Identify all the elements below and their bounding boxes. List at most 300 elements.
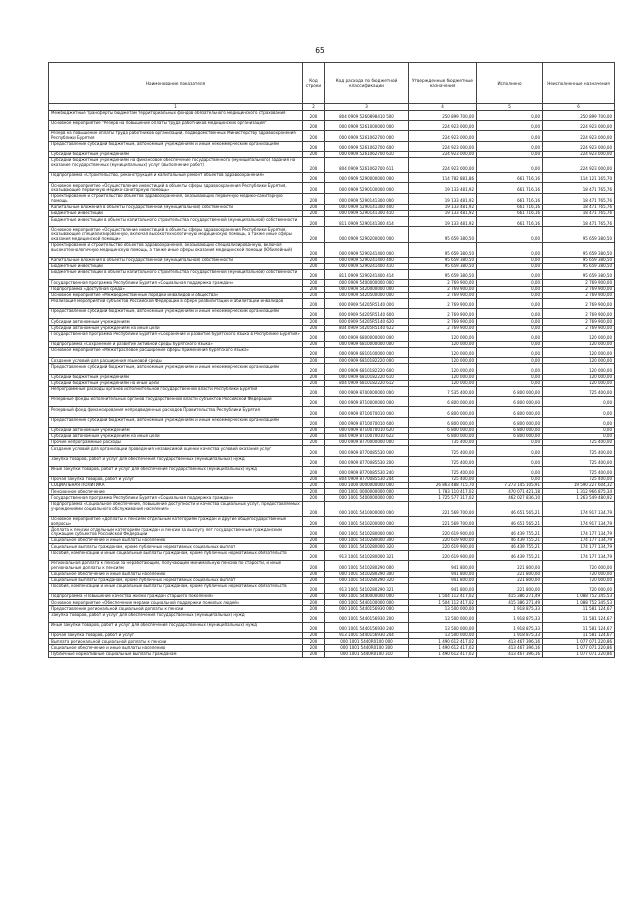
row-code-cell: 200 xyxy=(303,130,325,141)
row-executed-cell: 6 800 000,00 xyxy=(477,427,543,433)
row-remaining-cell: 120 000,00 xyxy=(543,348,615,358)
row-kbk-cell: 000 0909 5400000000 000 xyxy=(325,280,409,286)
row-code-cell: 200 xyxy=(303,298,325,308)
table-row xyxy=(49,141,615,151)
row-executed-cell: 661 716,16 xyxy=(477,183,543,194)
row-approved-cell: 2 769 900,00 xyxy=(409,298,477,308)
table-row xyxy=(49,348,615,358)
row-code-cell: 200 xyxy=(303,358,325,364)
row-kbk-cell: 000 0909 8710070010 600 xyxy=(325,417,409,427)
row-executed-cell: 221 800,00 xyxy=(477,560,543,571)
row-code-cell: 200 xyxy=(303,173,325,183)
row-name-cell: Подпрограмма «Повышение качества жизни граждан старшего поколения» xyxy=(49,594,303,600)
row-code-cell: 200 xyxy=(303,194,325,205)
table-row xyxy=(49,612,615,622)
row-name-cell: Бюджетные инвестиции в объекты капитального строительства государственной (муниципальной) собственности xyxy=(49,217,303,227)
row-kbk-cell: 811 0909 5290241400 414 xyxy=(325,270,409,280)
row-approved-cell: 6 800 000,00 xyxy=(409,407,477,417)
row-code-cell: 200 xyxy=(303,364,325,374)
row-name-cell: Основное мероприятие "Резерв на повышение оплаты труда работников медицинских организаций" xyxy=(49,120,303,130)
row-executed-cell: 0,00 xyxy=(477,364,543,374)
table-row xyxy=(49,173,615,183)
row-approved-cell: 95 659 380,50 xyxy=(409,227,477,242)
row-executed-cell: 0,00 xyxy=(477,380,543,386)
row-name-cell: Основное мероприятие «Осуществление инвестиций в объекты сферы здравоохранения Республики Бурятия, оказывающие первичную медико-санитарную помощь» xyxy=(49,183,303,194)
row-kbk-cell: 804 0909 5261062700 611 xyxy=(325,158,409,173)
row-code-cell: 200 xyxy=(303,483,325,489)
row-remaining-cell: 11 581 124,67 xyxy=(543,633,615,639)
row-code-cell: 200 xyxy=(303,440,325,446)
table-row xyxy=(49,407,615,417)
row-approved-cell: 2 769 900,00 xyxy=(409,286,477,292)
header-name: Наименование показателя xyxy=(49,63,303,104)
row-remaining-cell: 0,00 xyxy=(543,397,615,407)
row-code-cell: 200 xyxy=(303,651,325,657)
row-executed-cell: 7 273 145 105,91 xyxy=(477,483,543,489)
row-name-cell: Основное мероприятие «Доплаты к пенсиям отдельным категориям граждан и другие общегосударственные вопросы» xyxy=(49,516,303,527)
row-kbk-cell: 000 0909 54205R5140 620 xyxy=(325,319,409,325)
row-remaining-cell: 1 077 071 220,86 xyxy=(543,651,615,657)
row-approved-cell: 6 800 000,00 xyxy=(409,397,477,407)
row-name-cell: Субсидии бюджетным учреждениям xyxy=(49,374,303,380)
row-remaining-cell: 11 581 124,67 xyxy=(543,606,615,612)
table-row xyxy=(49,242,615,257)
row-approved-cell: 941 800,00 xyxy=(409,571,477,577)
row-executed-cell: 0,00 xyxy=(477,348,543,358)
row-name-cell: Субсидии бюджетным учреждениям xyxy=(49,151,303,157)
row-remaining-cell: 725 400,00 xyxy=(543,440,615,446)
row-remaining-cell: 0,00 xyxy=(543,433,615,439)
page-number: 65 xyxy=(315,46,325,55)
row-code-cell: 200 xyxy=(303,538,325,544)
row-executed-cell: 0,00 xyxy=(477,309,543,319)
row-name-cell: Подпрограмма «Социальное обеспечение, повышение доступности и качества социальных услуг, предоставляемых учреждениями социального обслуживания населения» xyxy=(49,501,303,516)
row-executed-cell: 0,00 xyxy=(477,446,543,456)
row-executed-cell: 0,00 xyxy=(477,341,543,347)
row-kbk-cell: 000 1001 5440156930 000 xyxy=(325,606,409,612)
row-approved-cell: 941 800,00 xyxy=(409,577,477,583)
row-name-cell: Иные закупки товаров, работ и услуг для обеспечения государственных (муниципальных) нужд xyxy=(49,466,303,476)
row-code-cell: 200 xyxy=(303,158,325,173)
row-code-cell: 200 xyxy=(303,120,325,130)
row-code-cell: 200 xyxy=(303,645,325,651)
row-code-cell: 200 xyxy=(303,633,325,639)
row-approved-cell: 120 000,00 xyxy=(409,358,477,364)
row-name-cell: Реализация мероприятий субъектов Российской Федерации в сфере реабилитации и абилитации инвалидов xyxy=(49,298,303,308)
row-remaining-cell: 174 177 134,79 xyxy=(543,538,615,544)
row-executed-cell: 413 467 396,16 xyxy=(477,651,543,657)
row-name-cell: Предоставление субсидий бюджетным, автономным учреждениям и иным некоммерческим организациям xyxy=(49,364,303,374)
row-name-cell: Подпрограмма «Строительство, реконструкция и капитальный ремонт объектов здравоохранения» xyxy=(49,173,303,183)
header-code: Код строки xyxy=(303,63,325,104)
row-code-cell: 200 xyxy=(303,183,325,194)
row-name-cell: Выплата региональной социальной доплаты к пенсии xyxy=(49,639,303,645)
row-executed-cell: 470 071 421,18 xyxy=(477,489,543,495)
table-row xyxy=(49,183,615,194)
row-kbk-cell: 000 1001 5410280290 000 xyxy=(325,560,409,571)
row-code-cell: 200 xyxy=(303,612,325,622)
row-executed-cell: 46 439 755,21 xyxy=(477,538,543,544)
row-approved-cell: 120 000,00 xyxy=(409,341,477,347)
row-remaining-cell: 174 177 134,79 xyxy=(543,544,615,550)
row-code-cell: 200 xyxy=(303,257,325,263)
row-code-cell: 200 xyxy=(303,374,325,380)
row-executed-cell: 1 918 875,33 xyxy=(477,612,543,622)
header-remaining: Неисполненные назначения xyxy=(543,63,615,104)
row-approved-cell: 1 490 612 417,02 xyxy=(409,651,477,657)
row-executed-cell: 221 800,00 xyxy=(477,583,543,593)
row-approved-cell: 1 504 112 417,02 xyxy=(409,594,477,600)
row-kbk-cell: 000 0909 5420500000 000 xyxy=(325,292,409,298)
row-executed-cell: 661 716,16 xyxy=(477,204,543,210)
row-approved-cell: 114 782 881,86 xyxy=(409,173,477,183)
row-approved-cell: 95 659 380,50 xyxy=(409,270,477,280)
row-code-cell: 200 xyxy=(303,264,325,270)
row-executed-cell: 0,00 xyxy=(477,440,543,446)
table-row xyxy=(49,527,615,538)
row-approved-cell: 220 619 900,00 xyxy=(409,538,477,544)
row-approved-cell: 95 659 380,50 xyxy=(409,242,477,257)
row-remaining-cell: 0,00 xyxy=(543,427,615,433)
table-row xyxy=(49,120,615,130)
row-approved-cell: 1 725 577 317,02 xyxy=(409,495,477,501)
row-kbk-cell: 000 0909 8700000000 000 xyxy=(325,387,409,397)
row-name-cell: Основное мероприятие «Обеспечение мерами социальной поддержки пожилых людей» xyxy=(49,600,303,606)
row-approved-cell: 7 535 400,00 xyxy=(409,387,477,397)
row-approved-cell: 120 000,00 xyxy=(409,374,477,380)
row-remaining-cell: 18 471 765,76 xyxy=(543,204,615,210)
table-row xyxy=(49,387,615,397)
row-remaining-cell: 725 400,00 xyxy=(543,456,615,466)
row-kbk-cell: 913 1001 5410280290 321 xyxy=(325,583,409,593)
row-code-cell: 200 xyxy=(303,476,325,482)
row-name-cell: Закупка товаров, работ и услуг для обеспечения государственных (муниципальных) нужд xyxy=(49,456,303,466)
row-executed-cell: 6 800 000,00 xyxy=(477,407,543,417)
index-cell: 3 xyxy=(325,104,409,111)
row-executed-cell: 221 800,00 xyxy=(477,571,543,577)
row-executed-cell: 0,00 xyxy=(477,331,543,341)
row-name-cell: Государственная программа Республики Бурятия «Социальная поддержка граждан» xyxy=(49,280,303,286)
row-executed-cell: 1 918 875,33 xyxy=(477,633,543,639)
row-approved-cell: 120 000,00 xyxy=(409,331,477,341)
row-executed-cell: 0,00 xyxy=(477,298,543,308)
row-name-cell: Пособия, компенсации и иные социальные выплаты гражданам, кроме публичных нормативных обязательств xyxy=(49,550,303,560)
row-name-cell: Прочая закупка товаров, работ и услуг xyxy=(49,633,303,639)
row-remaining-cell: 2 769 900,00 xyxy=(543,325,615,331)
table-row xyxy=(49,227,615,242)
row-approved-cell: 2 769 900,00 xyxy=(409,280,477,286)
row-executed-cell: 413 467 396,16 xyxy=(477,639,543,645)
row-remaining-cell: 18 471 765,76 xyxy=(543,217,615,227)
row-approved-cell: 1 783 110 417,02 xyxy=(409,489,477,495)
row-executed-cell: 661 716,16 xyxy=(477,194,543,205)
row-code-cell: 200 xyxy=(303,319,325,325)
row-executed-cell: 0,00 xyxy=(477,466,543,476)
row-kbk-cell: 000 0909 8770085530 240 xyxy=(325,466,409,476)
row-code-cell: 200 xyxy=(303,270,325,280)
row-approved-cell: 1 490 612 417,02 xyxy=(409,645,477,651)
row-code-cell: 200 xyxy=(303,600,325,606)
row-name-cell: Непрограммные расходы органов исполнительной государственной власти Республики Бурятия xyxy=(49,387,303,397)
row-code-cell: 200 xyxy=(303,550,325,560)
row-approved-cell: 224 923 000,00 xyxy=(409,141,477,151)
row-name-cell: Капитальные вложения в объекты государственной (муниципальной) собственности xyxy=(49,204,303,210)
row-kbk-cell: 000 0909 6810182220 000 xyxy=(325,358,409,364)
row-executed-cell: 415 386 271,49 xyxy=(477,600,543,606)
row-name-cell: Пенсионное обеспечение xyxy=(49,489,303,495)
row-kbk-cell: 000 0909 6810000000 000 xyxy=(325,341,409,347)
row-code-cell: 200 xyxy=(303,292,325,298)
row-name-cell: Субсидии бюджетным учреждениям на финансовое обеспечение государственного (муниципального) задания на оказание государственных (муниципальных) услуг (выполнение работ) xyxy=(49,158,303,173)
row-remaining-cell: 224 923 000,00 xyxy=(543,141,615,151)
row-kbk-cell: 000 1001 5410000000 000 xyxy=(325,501,409,516)
row-remaining-cell: 2 769 900,00 xyxy=(543,280,615,286)
row-code-cell: 200 xyxy=(303,446,325,456)
row-kbk-cell: 000 0909 6810100000 000 xyxy=(325,348,409,358)
row-executed-cell: 6 800 000,00 xyxy=(477,433,543,439)
row-remaining-cell: 18 471 765,76 xyxy=(543,194,615,205)
row-name-cell: Бюджетные инвестиции xyxy=(49,211,303,217)
row-kbk-cell: 000 0909 5290200000 000 xyxy=(325,227,409,242)
row-name-cell: Государственная программа Республики Бурятия «Сохранение и развитие бурятского языка в Республике Бурятия» xyxy=(49,331,303,341)
row-approved-cell: 220 619 900,00 xyxy=(409,550,477,560)
row-code-cell: 200 xyxy=(303,594,325,600)
row-name-cell: Государственная программа Республики Бурятия «Социальная поддержка граждан» xyxy=(49,495,303,501)
row-code-cell: 200 xyxy=(303,110,325,120)
row-kbk-cell: 000 0909 5290000000 000 xyxy=(325,173,409,183)
row-executed-cell: 0,00 xyxy=(477,158,543,173)
row-code-cell: 200 xyxy=(303,466,325,476)
row-approved-cell: 6 800 000,00 xyxy=(409,417,477,427)
row-kbk-cell: 000 0909 5290141300 410 xyxy=(325,211,409,217)
row-kbk-cell: 000 1001 5440100000 000 xyxy=(325,600,409,606)
row-approved-cell: 224 923 000,00 xyxy=(409,130,477,141)
row-approved-cell: 13 500 000,00 xyxy=(409,622,477,632)
row-kbk-cell: 000 0909 6810182220 600 xyxy=(325,364,409,374)
row-executed-cell: 0,00 xyxy=(477,120,543,130)
row-kbk-cell: 000 0909 6810182220 610 xyxy=(325,374,409,380)
row-executed-cell: 0,00 xyxy=(477,456,543,466)
table-row xyxy=(49,417,615,427)
row-approved-cell: 725 400,00 xyxy=(409,456,477,466)
row-remaining-cell: 1 077 071 220,86 xyxy=(543,639,615,645)
budget-table xyxy=(48,62,615,658)
row-remaining-cell: 11 581 124,67 xyxy=(543,622,615,632)
row-kbk-cell: 000 1000 0000000000 000 xyxy=(325,483,409,489)
row-code-cell: 200 xyxy=(303,151,325,157)
row-executed-cell: 6 800 000,00 xyxy=(477,397,543,407)
row-code-cell: 200 xyxy=(303,397,325,407)
index-cell: 4 xyxy=(409,104,477,111)
row-code-cell: 200 xyxy=(303,495,325,501)
row-executed-cell: 0,00 xyxy=(477,358,543,364)
row-code-cell: 200 xyxy=(303,489,325,495)
row-name-cell: Субсидии бюджетным учреждениям на иные цели xyxy=(49,380,303,386)
row-approved-cell: 95 659 380,50 xyxy=(409,257,477,263)
row-kbk-cell: 000 0909 8710000000 000 xyxy=(325,397,409,407)
row-code-cell: 200 xyxy=(303,560,325,571)
row-approved-cell: 120 000,00 xyxy=(409,380,477,386)
row-remaining-cell: 19 590 227 604,32 xyxy=(543,483,615,489)
row-remaining-cell: 224 923 000,00 xyxy=(543,120,615,130)
row-kbk-cell: 000 0909 8770085530 200 xyxy=(325,456,409,466)
row-remaining-cell: 1 312 966 875,34 xyxy=(543,489,615,495)
row-code-cell: 200 xyxy=(303,380,325,386)
row-name-cell: Социальные выплаты гражданам, кроме публичных нормативных социальных выплат xyxy=(49,577,303,583)
row-remaining-cell: 725 400,00 xyxy=(543,476,615,482)
row-remaining-cell: 2 769 900,00 xyxy=(543,309,615,319)
row-remaining-cell: 11 581 124,67 xyxy=(543,612,615,622)
row-code-cell: 200 xyxy=(303,427,325,433)
row-name-cell: Пособия, компенсации и иные социальные выплаты гражданам, кроме публичных нормативных обязательств xyxy=(49,583,303,593)
row-name-cell: Прочие непрограммные расходы xyxy=(49,440,303,446)
row-kbk-cell: 000 0909 5261062700 610 xyxy=(325,151,409,157)
row-kbk-cell: 000 1001 5410280000 300 xyxy=(325,538,409,544)
row-executed-cell: 46 439 755,21 xyxy=(477,550,543,560)
row-name-cell: Основное мероприятие «Осуществление инвестиций в объекты сферы здравоохранения Республики Бурятия, оказывающие специализированную, включая высокотехнологичную медицинскую помощь, а также иные сферы оказания медицинской помощи» xyxy=(49,227,303,242)
row-name-cell: СОЦИАЛЬНАЯ ПОЛИТИКА xyxy=(49,483,303,489)
row-kbk-cell: 000 0909 5290241400 410 xyxy=(325,264,409,270)
table-row xyxy=(49,309,615,319)
row-kbk-cell: 000 1001 0000000000 000 xyxy=(325,489,409,495)
row-remaining-cell: 725 400,00 xyxy=(543,466,615,476)
row-code-cell: 200 xyxy=(303,583,325,593)
row-remaining-cell: 224 923 000,00 xyxy=(543,130,615,141)
table-row xyxy=(49,466,615,476)
row-approved-cell: 19 133 481,92 xyxy=(409,217,477,227)
row-executed-cell: 221 800,00 xyxy=(477,577,543,583)
row-approved-cell: 13 500 000,00 xyxy=(409,633,477,639)
row-remaining-cell: 725 400,00 xyxy=(543,446,615,456)
row-kbk-cell: 000 0909 8770000000 000 xyxy=(325,440,409,446)
row-kbk-cell: 804 0909 5260898410 500 xyxy=(325,110,409,120)
row-code-cell: 200 xyxy=(303,325,325,331)
row-name-cell: Создание условий для расширения языковой среды xyxy=(49,358,303,364)
row-code-cell: 200 xyxy=(303,501,325,516)
row-code-cell: 200 xyxy=(303,341,325,347)
table-row xyxy=(49,651,615,657)
row-approved-cell: 2 769 900,00 xyxy=(409,325,477,331)
row-name-cell: Предоставление региональной социальной доплаты к пенсии xyxy=(49,606,303,612)
row-remaining-cell: 174 177 134,79 xyxy=(543,550,615,560)
row-approved-cell: 2 769 900,00 xyxy=(409,319,477,325)
row-name-cell: Публичные нормативные социальные выплаты гражданам xyxy=(49,651,303,657)
row-code-cell: 200 xyxy=(303,280,325,286)
row-remaining-cell: 720 000,00 xyxy=(543,583,615,593)
row-approved-cell: 220 619 900,00 xyxy=(409,527,477,538)
row-approved-cell: 221 569 700,00 xyxy=(409,501,477,516)
row-code-cell: 200 xyxy=(303,227,325,242)
row-kbk-cell: 000 0909 54205R5140 000 xyxy=(325,298,409,308)
row-kbk-cell: 000 0909 5290100000 000 xyxy=(325,183,409,194)
row-code-cell: 200 xyxy=(303,141,325,151)
row-approved-cell: 13 500 000,00 xyxy=(409,612,477,622)
row-name-cell: Предоставление субсидий бюджетным, автономным учреждениям и иным некоммерческим организациям xyxy=(49,309,303,319)
row-code-cell: 200 xyxy=(303,211,325,217)
row-kbk-cell: 000 1001 5440R0100 310 xyxy=(325,651,409,657)
row-kbk-cell: 804 0909 54205R5140 622 xyxy=(325,325,409,331)
row-executed-cell: 0,00 xyxy=(477,130,543,141)
index-cell: 5 xyxy=(477,104,543,111)
row-kbk-cell: 000 1001 5440R0100 000 xyxy=(325,639,409,645)
row-remaining-cell: 95 659 380,50 xyxy=(543,257,615,263)
index-cell: 1 xyxy=(49,104,303,111)
row-kbk-cell: 000 1001 5410200000 000 xyxy=(325,516,409,527)
row-name-cell: Субсидии автономным учреждениям xyxy=(49,319,303,325)
row-executed-cell: 0,00 xyxy=(477,264,543,270)
row-remaining-cell: 95 659 380,50 xyxy=(543,227,615,242)
row-remaining-cell: 720 000,00 xyxy=(543,560,615,571)
row-name-cell: Предоставление субсидий бюджетным, автономным учреждениям и иным некоммерческим организациям xyxy=(49,417,303,427)
row-remaining-cell: 2 769 900,00 xyxy=(543,298,615,308)
row-remaining-cell: 114 121 165,70 xyxy=(543,173,615,183)
row-name-cell: Резервный фонд финансирования непредвиденных расходов Правительства Республики Бурятия xyxy=(49,407,303,417)
row-name-cell: Социальное обеспечение и иные выплаты населению xyxy=(49,571,303,577)
row-executed-cell: 0,00 xyxy=(477,270,543,280)
row-approved-cell: 250 899 700,00 xyxy=(409,110,477,120)
row-kbk-cell: 804 0909 8710070010 622 xyxy=(325,433,409,439)
row-executed-cell: 46 439 755,21 xyxy=(477,544,543,550)
row-kbk-cell: 000 1001 5440R0100 300 xyxy=(325,645,409,651)
row-remaining-cell: 224 923 000,00 xyxy=(543,158,615,173)
table-row xyxy=(49,622,615,632)
row-executed-cell: 0,00 xyxy=(477,110,543,120)
row-code-cell: 200 xyxy=(303,242,325,257)
index-cell: 2 xyxy=(303,104,325,111)
table-row xyxy=(49,130,615,141)
row-approved-cell: 224 923 000,00 xyxy=(409,158,477,173)
row-code-cell: 200 xyxy=(303,571,325,577)
row-kbk-cell: 000 1001 5410280000 000 xyxy=(325,527,409,538)
row-approved-cell: 725 400,00 xyxy=(409,466,477,476)
row-approved-cell: 221 569 700,00 xyxy=(409,516,477,527)
row-kbk-cell: 000 0909 5290241400 400 xyxy=(325,257,409,263)
header-executed: Исполнено xyxy=(477,63,543,104)
row-remaining-cell: 120 000,00 xyxy=(543,380,615,386)
row-code-cell: 200 xyxy=(303,456,325,466)
row-approved-cell: 19 133 481,92 xyxy=(409,204,477,210)
row-executed-cell: 6 800 000,00 xyxy=(477,417,543,427)
row-executed-cell: 46 651 565,21 xyxy=(477,516,543,527)
row-executed-cell: 661 716,16 xyxy=(477,173,543,183)
row-remaining-cell: 174 917 134,79 xyxy=(543,501,615,516)
row-approved-cell: 2 769 900,00 xyxy=(409,292,477,298)
row-remaining-cell: 250 899 700,00 xyxy=(543,110,615,120)
row-kbk-cell: 913 1001 5440156930 244 xyxy=(325,633,409,639)
row-approved-cell: 120 000,00 xyxy=(409,364,477,374)
row-kbk-cell: 000 1001 5440156930 200 xyxy=(325,612,409,622)
row-code-cell: 200 xyxy=(303,516,325,527)
table-row xyxy=(49,446,615,456)
row-name-cell: Прочая закупка товаров, работ и услуг xyxy=(49,476,303,482)
row-kbk-cell: 000 0909 5261062700 000 xyxy=(325,130,409,141)
row-remaining-cell: 95 659 380,50 xyxy=(543,264,615,270)
row-name-cell: Социальное обеспечение и иные выплаты населению xyxy=(49,538,303,544)
row-name-cell: Основное мероприятие «Межотраслевое расширение сферы применения бурятского языка» xyxy=(49,348,303,358)
row-name-cell: Региональная доплата к пенсии за неработающим, получающим минимальную пенсию по старости, и иные региональные доплаты к пенсиям xyxy=(49,560,303,571)
row-executed-cell: 0,00 xyxy=(477,141,543,151)
table-row xyxy=(49,331,615,341)
row-name-cell: Основное мероприятие «Межведомственные порядки инвалидов и общества» xyxy=(49,292,303,298)
row-executed-cell: 415 386 271,49 xyxy=(477,594,543,600)
row-approved-cell: 120 000,00 xyxy=(409,348,477,358)
row-remaining-cell: 1 088 752 345,53 xyxy=(543,600,615,606)
row-executed-cell: 462 027 836,10 xyxy=(477,495,543,501)
row-code-cell: 200 xyxy=(303,606,325,612)
row-kbk-cell: 811 0909 5290141300 414 xyxy=(325,217,409,227)
row-kbk-cell: 000 0909 8710070010 000 xyxy=(325,407,409,417)
row-approved-cell: 224 923 000,00 xyxy=(409,120,477,130)
